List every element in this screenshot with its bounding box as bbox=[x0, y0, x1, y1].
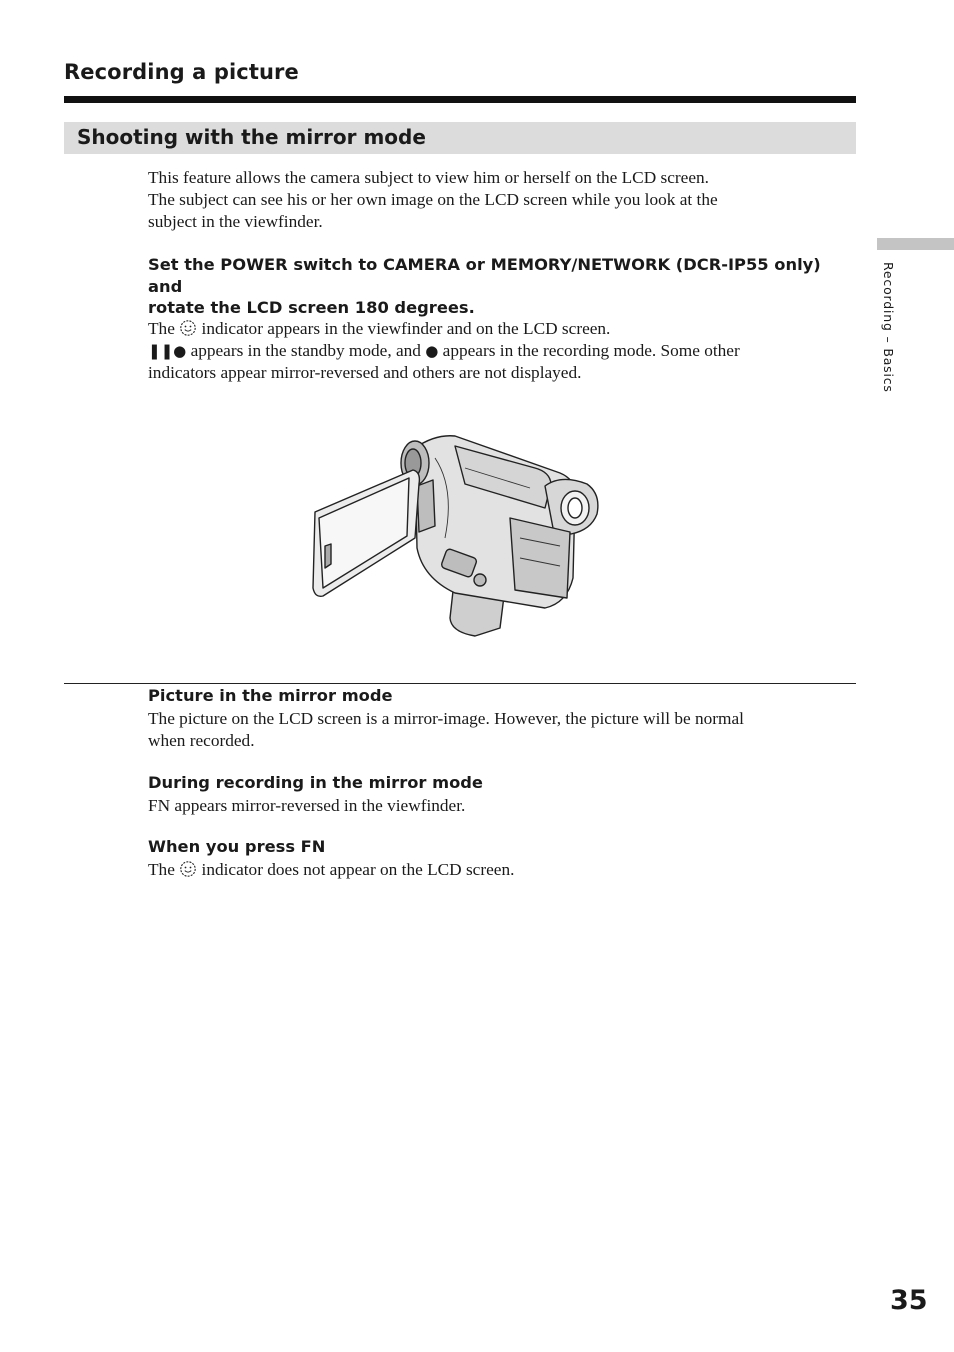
note-press-fn-line-1 bbox=[148, 859, 514, 884]
side-tab-label: Recording – Basics bbox=[881, 262, 896, 393]
intro-line-3: subject in the viewfinder. bbox=[148, 212, 323, 231]
note-fn-text: indicator does not appear on the LCD screen. bbox=[201, 860, 515, 879]
note-mirror-picture-line-2: when recorded. bbox=[148, 731, 255, 750]
side-tab-marker bbox=[877, 238, 954, 250]
camcorder-illustration bbox=[305, 428, 605, 645]
notes-divider bbox=[64, 683, 856, 684]
result-the: The bbox=[148, 319, 175, 338]
step-line-2: rotate the LCD screen 180 degrees. bbox=[148, 298, 475, 317]
result-text-1: indicator appears in the viewfinder and on the LCD screen. bbox=[201, 319, 611, 338]
record-symbol: ● bbox=[425, 342, 439, 360]
standby-symbol: ❚❚● bbox=[148, 342, 187, 360]
result-text-2b: appears in the recording mode. Some other bbox=[442, 341, 740, 360]
note-title-recording-mirror: During recording in the mirror mode bbox=[148, 773, 483, 792]
section-rule bbox=[64, 96, 856, 103]
note-fn-the: The bbox=[148, 860, 175, 879]
page-number: 35 bbox=[890, 1285, 928, 1316]
step-line-1: Set the POWER switch to CAMERA or MEMORY/NETWORK (DCR-IP55 only) and bbox=[148, 255, 821, 296]
step-instruction bbox=[148, 254, 848, 319]
subsection-bar bbox=[64, 122, 856, 154]
note-title-mirror-picture: Picture in the mirror mode bbox=[148, 686, 393, 705]
intro-line-1: This feature allows the camera subject to view him or herself on the LCD screen. bbox=[148, 168, 709, 187]
intro-line-2: The subject can see his or her own image on the LCD screen while you look at the bbox=[148, 190, 718, 209]
mirror-mode-face-icon bbox=[179, 860, 197, 884]
note-recording-mirror-line-1: FN appears mirror-reversed in the viewfinder. bbox=[148, 796, 466, 815]
subsection-title: Shooting with the mirror mode bbox=[77, 125, 426, 149]
section-title: Recording a picture bbox=[64, 60, 299, 84]
note-mirror-picture-line-1: The picture on the LCD screen is a mirror-image. However, the picture will be normal bbox=[148, 709, 744, 728]
result-line-3: indicators appear mirror-reversed and others are not displayed. bbox=[148, 363, 582, 382]
note-title-press-fn: When you press FN bbox=[148, 837, 326, 856]
result-line-2 bbox=[148, 340, 740, 362]
result-text-2a: appears in the standby mode, and bbox=[190, 341, 421, 360]
